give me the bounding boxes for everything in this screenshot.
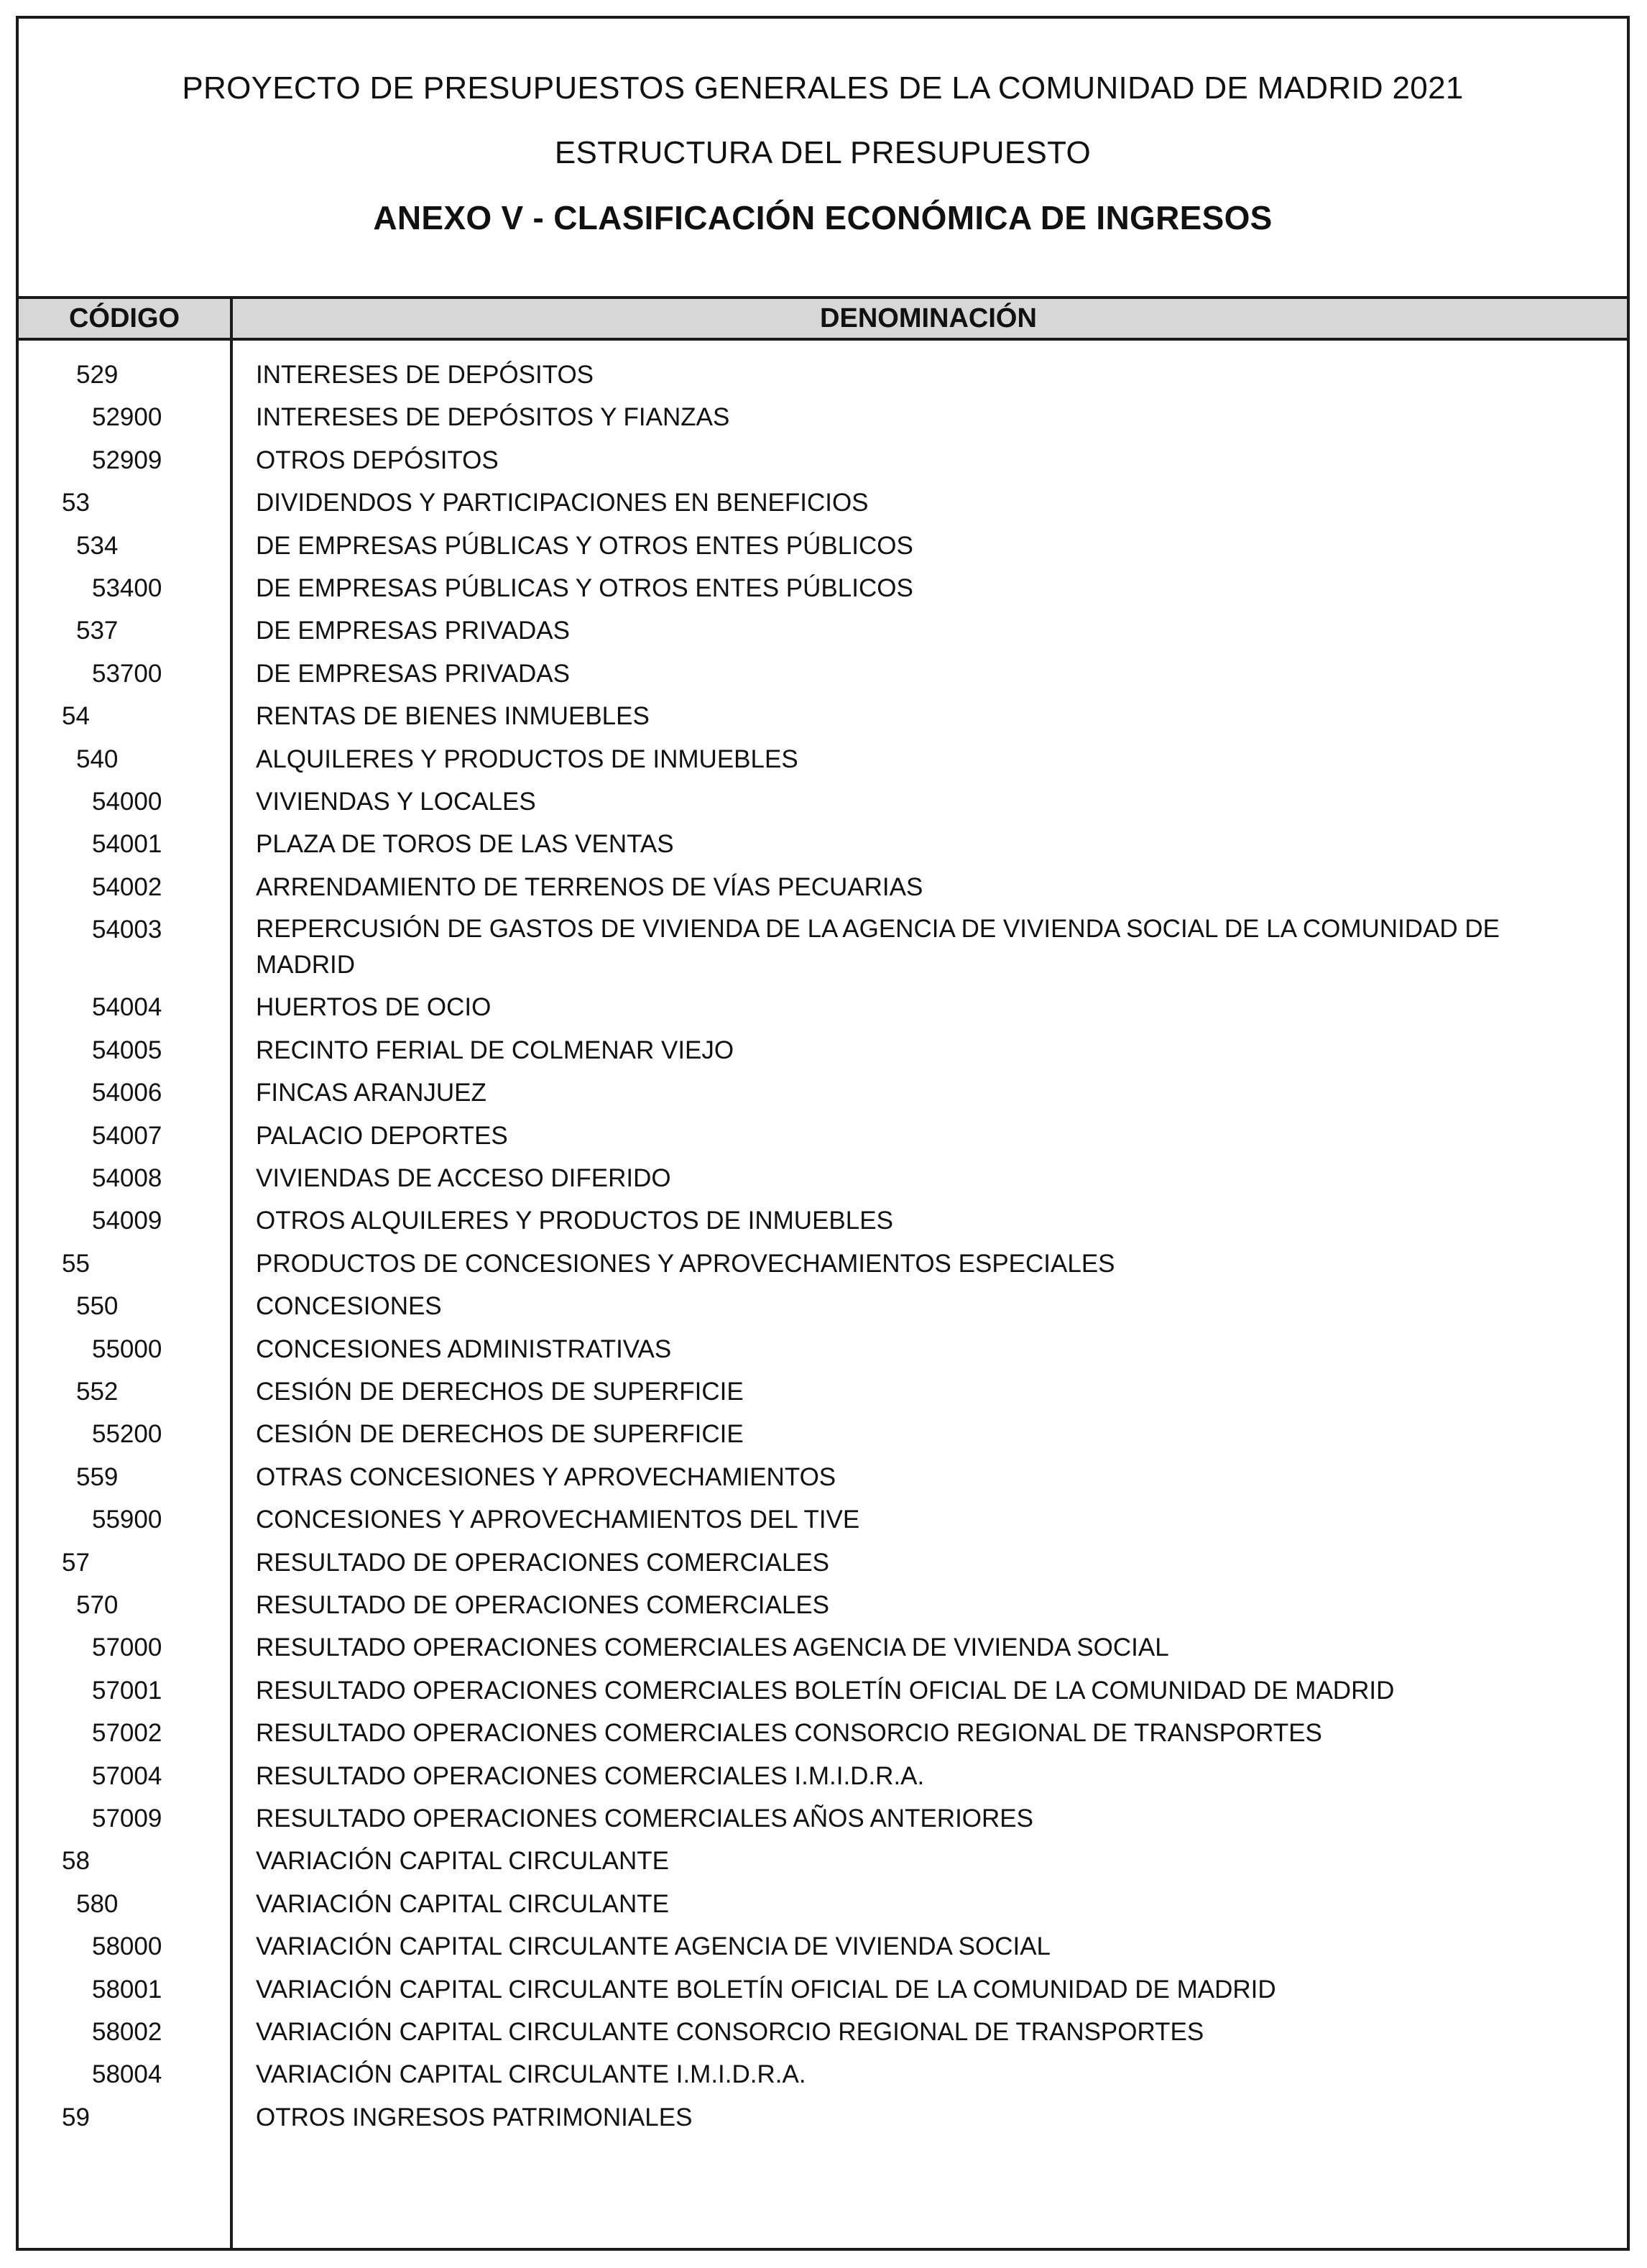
table-row: [19, 1456, 1627, 1498]
row-description: ARRENDAMIENTO DE TERRENOS DE VÍAS PECUARIAS: [256, 872, 923, 901]
table-row: [19, 1755, 1627, 1797]
row-code: 54005: [92, 1036, 162, 1064]
row-description: OTRAS CONCESIONES Y APROVECHAMIENTOS: [256, 1462, 836, 1491]
table-row: [19, 908, 1627, 986]
table-row: [19, 2011, 1627, 2053]
row-code: 57009: [92, 1804, 162, 1833]
table-row: [19, 1370, 1627, 1413]
row-description: PRODUCTOS DE CONCESIONES Y APROVECHAMIENTOS ESPECIALES: [256, 1249, 1115, 1278]
row-code: 55: [62, 1249, 90, 1278]
table-row: [19, 1840, 1627, 1882]
table-row: [19, 1243, 1627, 1285]
column-header-name: DENOMINACIÓN: [820, 303, 1037, 333]
row-description: VARIACIÓN CAPITAL CIRCULANTE BOLETÍN OFICIAL DE LA COMUNIDAD DE MADRID: [256, 1975, 1276, 2004]
table-header: [19, 296, 1627, 341]
row-description: RESULTADO OPERACIONES COMERCIALES CONSORCIO REGIONAL DE TRANSPORTES: [256, 1719, 1322, 1748]
row-description: DE EMPRESAS PRIVADAS: [256, 659, 570, 688]
row-description: VARIACIÓN CAPITAL CIRCULANTE I.M.I.D.R.A.: [256, 2060, 806, 2089]
document-header: [19, 19, 1627, 296]
table-row: [19, 1115, 1627, 1157]
table-row: [19, 1712, 1627, 1754]
row-description: RESULTADO OPERACIONES COMERCIALES AGENCIA DE VIVIENDA SOCIAL: [256, 1633, 1169, 1662]
row-description: RESULTADO OPERACIONES COMERCIALES AÑOS ANTERIORES: [256, 1804, 1033, 1833]
row-code: 58000: [92, 1932, 162, 1961]
row-code: 57000: [92, 1633, 162, 1662]
row-code: 570: [76, 1590, 119, 1619]
table-row: [19, 439, 1627, 481]
row-code: 552: [76, 1377, 119, 1406]
row-description: DE EMPRESAS PÚBLICAS Y OTROS ENTES PÚBLICOS: [256, 531, 913, 560]
table-row: [19, 653, 1627, 695]
table-row: [19, 354, 1627, 396]
row-description: OTROS DEPÓSITOS: [256, 446, 499, 474]
table-row: [19, 1584, 1627, 1626]
table-row: [19, 1626, 1627, 1669]
table-row: [19, 1541, 1627, 1584]
row-description: FINCAS ARANJUEZ: [256, 1079, 486, 1107]
row-code: 54006: [92, 1079, 162, 1107]
row-code: 54: [62, 702, 90, 731]
table-row: [19, 567, 1627, 609]
row-description: INTERESES DE DEPÓSITOS: [256, 361, 594, 389]
document-frame: [16, 16, 1630, 2251]
row-code: 529: [76, 361, 119, 389]
annex-title: ANEXO V - CLASIFICACIÓN ECONÓMICA DE INGRESOS: [373, 199, 1273, 236]
row-description: CONCESIONES: [256, 1292, 442, 1321]
table-row: [19, 1029, 1627, 1071]
column-header-code: CÓDIGO: [68, 303, 180, 333]
row-code: 540: [76, 745, 119, 773]
row-code: 57: [62, 1548, 90, 1577]
row-code: 58004: [92, 2060, 162, 2089]
row-code: 59: [62, 2103, 90, 2131]
row-description: CESIÓN DE DERECHOS DE SUPERFICIE: [256, 1420, 744, 1449]
row-code: 57004: [92, 1761, 162, 1790]
row-code: 55900: [92, 1506, 162, 1534]
row-description: CESIÓN DE DERECHOS DE SUPERFICIE: [256, 1377, 744, 1406]
row-description: RESULTADO OPERACIONES COMERCIALES BOLETÍN OFICIAL DE LA COMUNIDAD DE MADRID: [256, 1676, 1395, 1705]
table-row: [19, 823, 1627, 865]
row-code: 57001: [92, 1676, 162, 1705]
table-row: [19, 481, 1627, 524]
row-code: 54003: [92, 916, 162, 944]
row-description: OTROS INGRESOS PATRIMONIALES: [256, 2103, 693, 2131]
table-row: [19, 986, 1627, 1028]
row-description: RECINTO FERIAL DE COLMENAR VIEJO: [256, 1036, 734, 1064]
table-row: [19, 1328, 1627, 1370]
row-code: 54008: [92, 1163, 162, 1192]
document-subtitle: ESTRUCTURA DEL PRESUPUESTO: [554, 135, 1092, 170]
row-description: VARIACIÓN CAPITAL CIRCULANTE AGENCIA DE VIVIENDA SOCIAL: [256, 1932, 1051, 1961]
row-code: 58001: [92, 1975, 162, 2004]
row-description: RESULTADO DE OPERACIONES COMERCIALES: [256, 1548, 830, 1577]
row-description: VIVIENDAS Y LOCALES: [256, 788, 536, 816]
row-code: 534: [76, 531, 119, 560]
table-row: [19, 1071, 1627, 1114]
row-description: RESULTADO DE OPERACIONES COMERCIALES: [256, 1590, 830, 1619]
row-description: ALQUILERES Y PRODUCTOS DE INMUEBLES: [256, 745, 798, 773]
row-code: 53400: [92, 574, 162, 603]
table-row: [19, 1199, 1627, 1242]
row-code: 54000: [92, 788, 162, 816]
table-row: [19, 1157, 1627, 1199]
row-description: HUERTOS DE OCIO: [256, 993, 492, 1022]
row-code: 55200: [92, 1420, 162, 1449]
table-row: [19, 1413, 1627, 1455]
table-row: [19, 2053, 1627, 2096]
row-code: 54009: [92, 1207, 162, 1235]
classification-table: [19, 354, 1627, 2139]
row-code: 53700: [92, 659, 162, 688]
row-description: CONCESIONES ADMINISTRATIVAS: [256, 1334, 672, 1363]
table-row: [19, 2096, 1627, 2139]
row-code: 58: [62, 1847, 90, 1876]
table-row: [19, 1285, 1627, 1327]
row-description: CONCESIONES Y APROVECHAMIENTOS DEL TIVE: [256, 1506, 860, 1534]
table-row: [19, 1669, 1627, 1712]
table-row: [19, 1883, 1627, 1925]
table-row: [19, 1968, 1627, 2011]
row-description: OTROS ALQUILERES Y PRODUCTOS DE INMUEBLES: [256, 1207, 893, 1235]
row-code: 54004: [92, 993, 162, 1022]
row-description: PLAZA DE TOROS DE LAS VENTAS: [256, 830, 674, 859]
row-description: INTERESES DE DEPÓSITOS Y FIANZAS: [256, 403, 730, 432]
document-title: PROYECTO DE PRESUPUESTOS GENERALES DE LA COMUNIDAD DE MADRID 2021: [182, 70, 1464, 106]
row-code: 52909: [92, 446, 162, 474]
row-description: RESULTADO OPERACIONES COMERCIALES I.M.I.D.R.A.: [256, 1761, 925, 1790]
row-description: DE EMPRESAS PÚBLICAS Y OTROS ENTES PÚBLICOS: [256, 574, 913, 603]
row-code: 550: [76, 1292, 119, 1321]
row-description: VARIACIÓN CAPITAL CIRCULANTE CONSORCIO REGIONAL DE TRANSPORTES: [256, 2018, 1204, 2047]
row-code: 559: [76, 1462, 119, 1491]
table-row: [19, 866, 1627, 908]
row-code: 58002: [92, 2018, 162, 2047]
table-row: [19, 695, 1627, 737]
row-code: 52900: [92, 403, 162, 432]
table-row: [19, 525, 1627, 567]
table-row: [19, 738, 1627, 780]
row-description: DE EMPRESAS PRIVADAS: [256, 617, 570, 645]
row-description: REPERCUSIÓN DE GASTOS DE VIVIENDA DE LA AGENCIA DE VIVIENDA SOCIAL DE LA COMUNIDAD DE MADRID: [256, 915, 1500, 979]
table-row: [19, 1797, 1627, 1840]
row-code: 53: [62, 489, 90, 517]
row-description: DIVIDENDOS Y PARTICIPACIONES EN BENEFICIOS: [256, 489, 869, 517]
table-row: [19, 1925, 1627, 1968]
table-row: [19, 1498, 1627, 1541]
row-description: VIVIENDAS DE ACCESO DIFERIDO: [256, 1163, 671, 1192]
row-code: 55000: [92, 1334, 162, 1363]
row-code: 537: [76, 617, 119, 645]
table-row: [19, 609, 1627, 652]
row-description: PALACIO DEPORTES: [256, 1121, 508, 1150]
row-code: 54007: [92, 1121, 162, 1150]
row-code: 580: [76, 1889, 119, 1918]
row-description: VARIACIÓN CAPITAL CIRCULANTE: [256, 1889, 670, 1918]
table-row: [19, 396, 1627, 438]
row-code: 57002: [92, 1719, 162, 1748]
row-description: VARIACIÓN CAPITAL CIRCULANTE: [256, 1847, 670, 1876]
row-code: 54002: [92, 872, 162, 901]
row-description: RENTAS DE BIENES INMUEBLES: [256, 702, 650, 731]
table-row: [19, 780, 1627, 823]
row-code: 54001: [92, 830, 162, 859]
